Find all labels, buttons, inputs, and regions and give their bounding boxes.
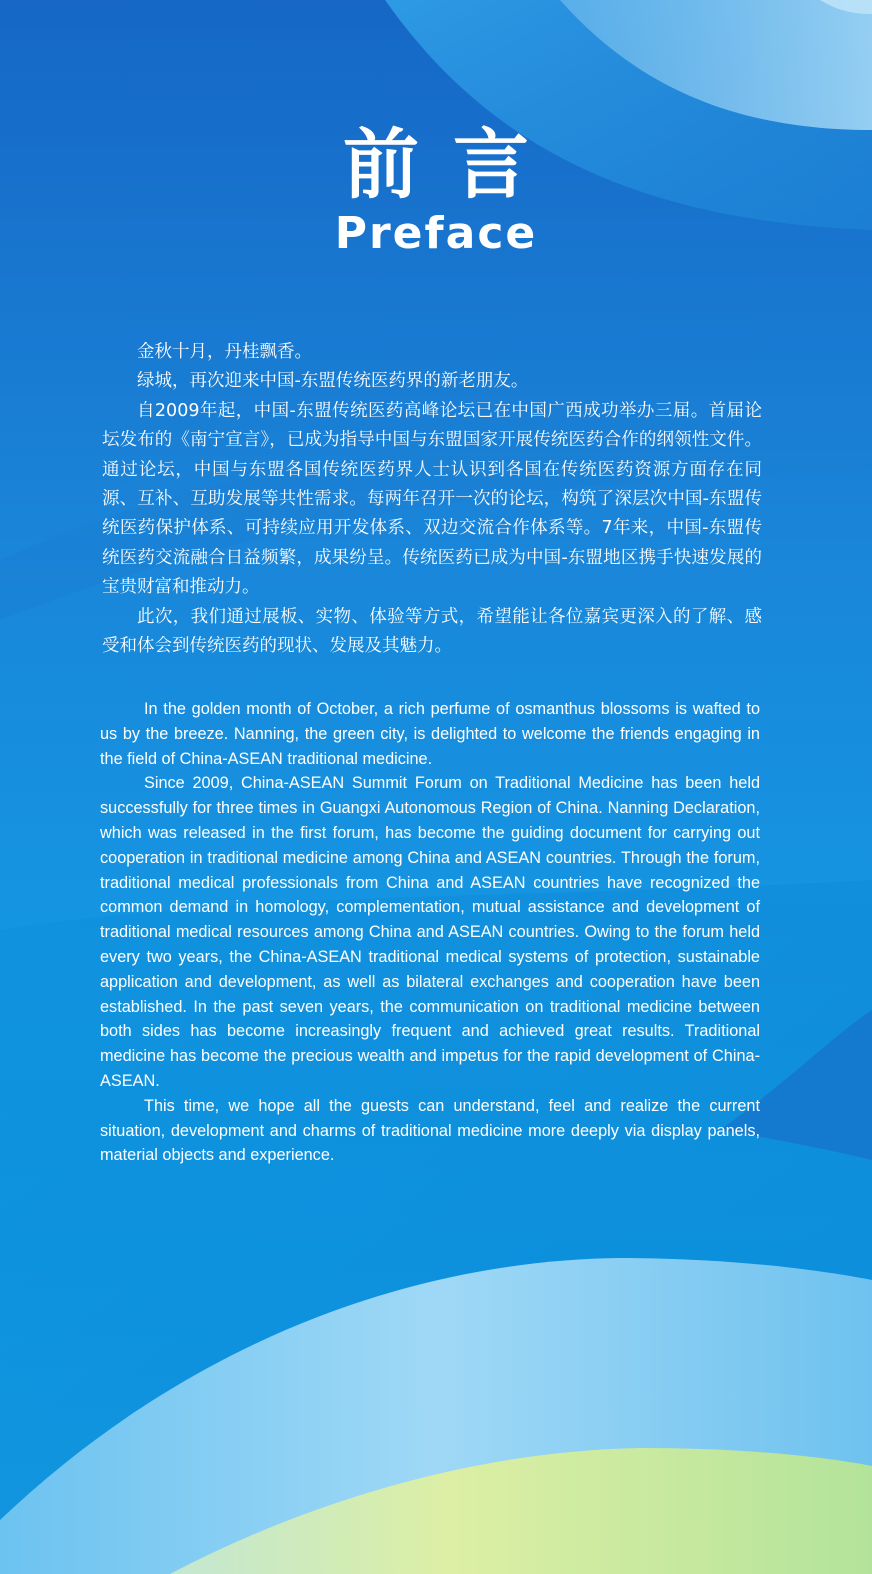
chinese-text-body — [102, 338, 762, 661]
chinese-paragraph: 自2009年起，中国-东盟传统医药高峰论坛已在中国广西成功举办三届。首届论坛发布的《南宁宣言》，已成为指导中国与东盟国家开展传统医药合作的纲领性文件。通过论坛，中国与东盟各国传统医药界人士认识到各国在传统医药资源方面存在同源、互补、互助发展等共性需求。每两年召开一次的论坛，构筑了深层次中国-东盟传统医药保护体系、可持续应用开发体系、双边交流合作体系等。7年来，中国-东盟传统医药交流融合日益频繁，成果纷呈。传统医药已成为中国-东盟地区携手快速发展的宝贵财富和推动力。 — [102, 400, 762, 598]
english-paragraph: This time, we hope all the guests can understand, feel and realize the current situation, development and charms of traditional medicine more deeply via display panels, material objects and experience. — [100, 1096, 760, 1165]
english-text-body — [100, 697, 760, 1168]
chinese-paragraph: 金秋十月，丹桂飘香。 — [137, 342, 312, 362]
english-paragraph: In the golden month of October, a rich perfume of osmanthus blossoms is wafted to us by the breeze. Nanning, the green city, is delighted to welcome the friends engaging in the field of China-ASEAN traditional medicine. — [100, 700, 760, 768]
chinese-paragraph: 绿城，再次迎来中国-东盟传统医药界的新老朋友。 — [137, 371, 529, 392]
page-title-english: Preface — [334, 208, 538, 259]
english-paragraph: Since 2009, China-ASEAN Summit Forum on Traditional Medicine has been held successfully for three times in Guangxi Autonomous Region of China. Nanning Declaration, which was released in the first forum, has become the guiding document for carrying out cooperation in traditional medicine among China and ASEAN countries. Through the forum, traditional medical professionals from China and ASEAN countries have recognized the common demand in homology, complementation, mutual assistance and development of traditional medical resources among China and ASEAN countries. Owing to the forum held every two years, the China-ASEAN traditional medical systems of protection, sustainable application and development, as well as bilateral exchanges and cooperation have been established. In the past seven years, the communication on traditional medicine between both sides has become increasingly frequent and achieved great results. Traditional medicine has become the precious wealth and impetus for the rapid development of China-ASEAN. — [100, 774, 760, 1090]
chinese-paragraph: 此次，我们通过展板、实物、体验等方式，希望能让各位嘉宾更深入的了解、感受和体会到传统医药的现状、发展及其魅力。 — [102, 606, 762, 657]
page-title-chinese: 前言 — [343, 120, 563, 209]
